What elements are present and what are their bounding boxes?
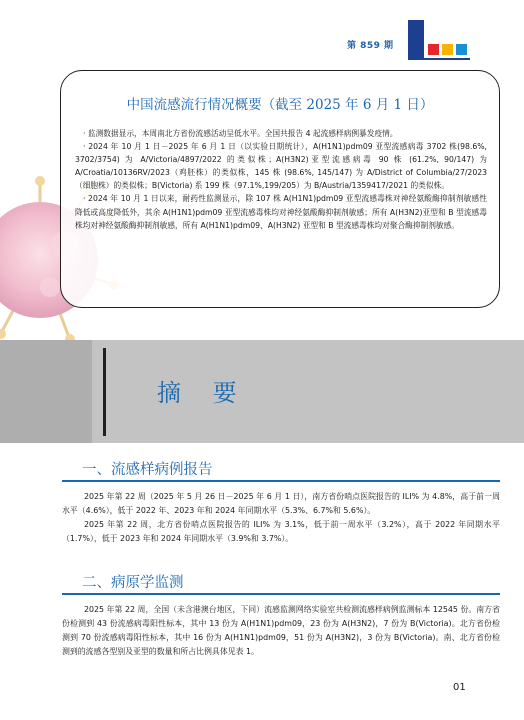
- publication-logo: [408, 20, 470, 60]
- summary-title: 中国流感流行情况概要（截至 2025 年 6 月 1 日）: [126, 97, 434, 113]
- section-divider: [62, 480, 500, 482]
- summary-box: [60, 70, 500, 308]
- section-body-ili: [62, 490, 500, 546]
- summary-text: [75, 127, 487, 232]
- abstract-banner: [0, 340, 524, 443]
- abstract-heading: 摘 要: [157, 379, 249, 407]
- page-number: 01: [453, 682, 466, 693]
- banner-divider: [103, 348, 106, 436]
- body-paragraph: 2025 年第 22 周（2025 年 5 月 26 日－2025 年 6 月 1 日），南方省份哨点医院报告的 ILI% 为 4.8%，高于前一周水平（4.6%），低于 2022 年、2023 年和 2024 年同期水平（5.3%、6.7%和 5.6%）。: [62, 492, 500, 516]
- section-heading-ili: 一、流感样病例报告: [82, 462, 213, 478]
- body-paragraph: 2025 年第 22 周，北方省份哨点医院报告的 ILI% 为 3.1%，低于前一周水平（3.2%），高于 2022 年同期水平（1.7%），低于 2023 年和 2024 年同期水平（3.9%和 3.7%）。: [62, 520, 500, 544]
- section-body-pathogen: [62, 603, 500, 659]
- summary-paragraph: · 监测数据显示，本周南北方省份流感活动呈低水平。全国共报告 4 起流感样病例暴发疫情。: [83, 129, 398, 138]
- body-paragraph: 2025 年第 22 周，全国（未含港澳台地区，下同）流感监测网络实验室共检测流感样病例监测标本 12545 份。南方省份检测到 43 份流感病毒阳性标本，其中 13 份为 A(H1N1)pdm09，23 份为 A(H3N2)，7 份为 B(Victoria)。北方省份检测到 70 份流感病毒阳性标本，其中 16 份为 A(H1N1)pdm09，51 份为 A(H3N2)，3 份为 B(Victoria)。南、北方省份检测到的流感各型别及亚型的数量和所占比例具体见表 1。: [62, 605, 500, 657]
- section-heading-pathogen: 二、病原学监测: [82, 575, 184, 591]
- issue-number: 第 859 期: [347, 41, 394, 51]
- summary-paragraph: · 2024 年 10 月 1 日－2025 年 6 月 1 日（以实验日期统计），A(H1N1)pdm09 亚型流感病毒 3702 株(98.6%, 3702/3754) 为 A/Victoria/4897/2022 的类似株；A(H3N2)亚型流感病毒 90 株 (61.2%, 90/147) 为 A/Croatia/10136RV/2023（鸡胚株）的类似株，145 株 (98.6%, 145/147) 为 A/District of Columbia/27/2023（细胞株）的类似株；B(Victoria) 系 199 株（97.1%,199/205）为 B/Austria/1359417/2021 的类似株。: [75, 142, 487, 191]
- section-divider: [62, 593, 500, 595]
- summary-paragraph: · 2024 年 10 月 1 日以来，耐药性监测显示，除 107 株 A(H1N1)pdm09 亚型流感毒株对神经氨酸酶抑制剂敏感性降低或高度降低外，其余 A(H1N1)pdm09 亚型流感毒株均对神经氨酸酶抑制剂敏感；所有 A(H3N2)亚型和 B 型流感毒株均对神经氨酸酶抑制剂敏感，所有 A(H1N1)pdm09、A(H3N2) 亚型和 B 型流感毒株均对聚合酶抑制剂敏感。: [75, 194, 487, 230]
